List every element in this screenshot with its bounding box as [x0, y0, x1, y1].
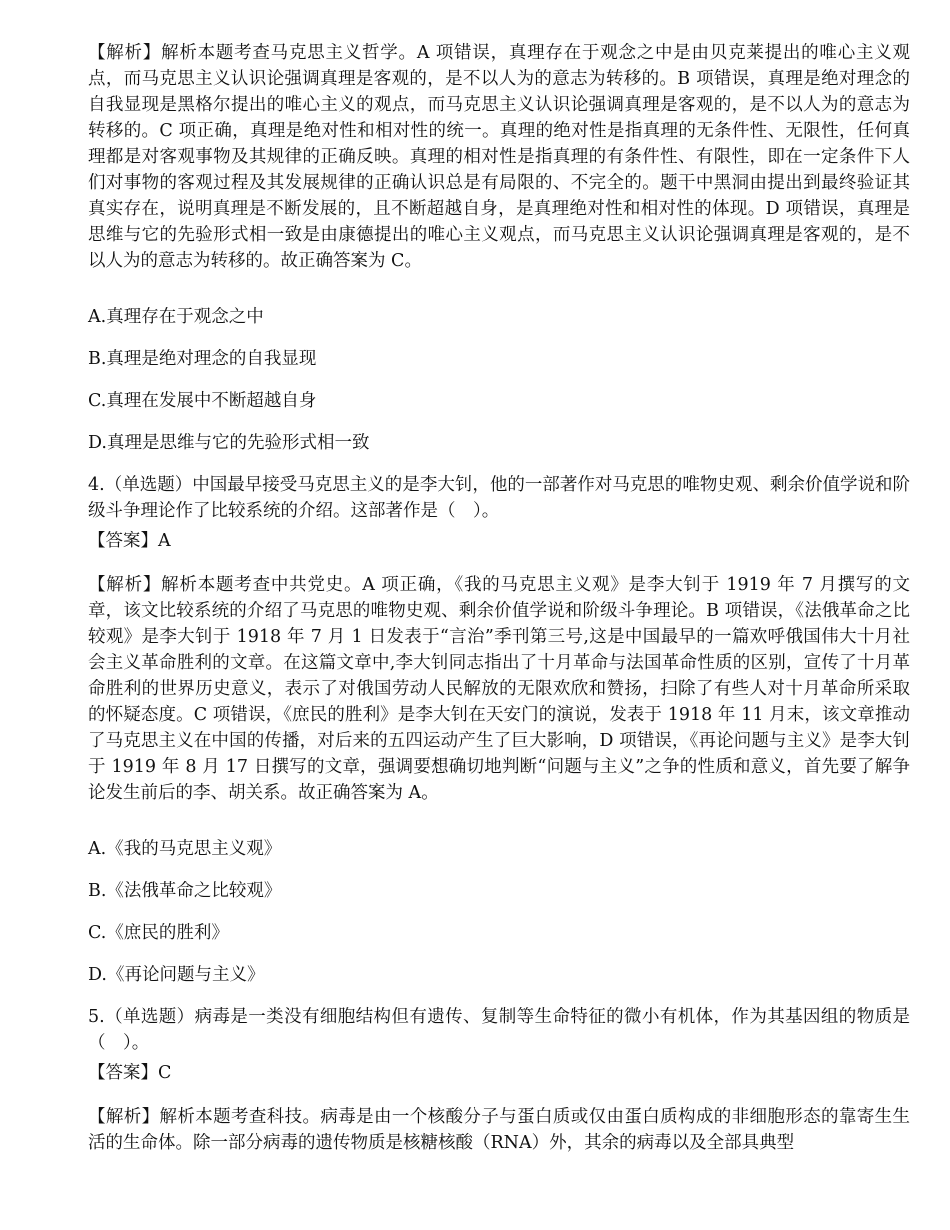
question-4: 4.（单选题）中国最早接受马克思主义的是李大钊，他的一部著作对马克思的唯物史观、剩余价值学说和阶级斗争理论作了比较系统的介绍。这部著作是（ ）。: [88, 475, 910, 521]
option-4d: D.《再论问题与主义》: [88, 965, 265, 985]
analysis-5: 【解析】解析本题考查科技。病毒是由一个核酸分子与蛋白质或仅由蛋白质构成的非细胞形态的靠寄生生活的生命体。除一部分病毒的遗传物质是核糖核酸（RNA）外，其余的病毒以及全部具典型: [88, 1107, 910, 1153]
document-page: [88, 40, 910, 1156]
option-4c: C.《庶民的胜利》: [88, 923, 229, 943]
answer-5: 【答案】C: [88, 1063, 172, 1083]
analysis-paragraph: 【解析】解析本题考查马克思主义哲学。A 项错误，真理存在于观念之中是由贝克莱提出的唯心主义观点，而马克思主义认识论强调真理是客观的，是不以人为的意志为转移的。B 项错误，真理是绝对理念的自我显现是黑格尔提出的唯心主义的观点，而马克思主义认识论强调真理是客观的，是不以人为的意志为转移的。C 项正确，真理是绝对性和相对性的统一。真理的绝对性是指真理的无条件性、无限性，任何真理都是对客观事物及其规律的正确反映。真理的相对性是指真理的有条件性、有限性，即在一定条件下人们对事物的客观过程及其发展规律的正确认识总是有局限的、不完全的。题干中黑洞由提出到最终验证其真实存在，说明真理是不断发展的，且不断超越自身，是真理绝对性和相对性的体现。D 项错误，真理是思维与它的先验形式相一致是由康德提出的唯心主义观点，而马克思主义认识论强调真理是客观的，是不以人为的意志为转移的。故正确答案为 C。: [88, 43, 910, 271]
option-4a: A.《我的马克思主义观》: [88, 839, 282, 859]
option-d: D.真理是思维与它的先验形式相一致: [88, 433, 370, 453]
question-5: 5.（单选题）病毒是一类没有细胞结构但有遗传、复制等生命特征的微小有机体，作为其基因组的物质是（ ）。: [88, 1007, 910, 1053]
analysis-4: 【解析】解析本题考查中共党史。A 项正确，《我的马克思主义观》是李大钊于 1919 年 7 月撰写的文章，该文比较系统的介绍了马克思的唯物史观、剩余价值学说和阶级斗争理论。B 项错误，《法俄革命之比较观》是李大钊于 1918 年 7 月 1 日发表于“言治”季刊第三号,这是中国最早的一篇欢呼俄国伟大十月社会主义革命胜利的文章。在这篇文章中,李大钊同志指出了十月革命与法国革命性质的区别，宣传了十月革命胜利的世界历史意义，表示了对俄国劳动人民解放的无限欢欣和赞扬，扫除了有些人对十月革命所采取的怀疑态度。C 项错误，《庶民的胜利》是李大钊在天安门的演说，发表于 1918 年 11 月末，该文章推动了马克思主义在中国的传播，对后来的五四运动产生了巨大影响，D 项错误，《再论问题与主义》是李大钊于 1919 年 8 月 17 日撰写的文章，强调要想确切地判断“问题与主义”之争的性质和意义，首先要了解争论发生前后的李、胡关系。故正确答案为 A。: [88, 575, 910, 803]
option-4b: B.《法俄革命之比较观》: [88, 881, 282, 901]
option-b: B.真理是绝对理念的自我显现: [88, 349, 317, 369]
option-c: C.真理在发展中不断超越自身: [88, 391, 317, 411]
answer-4: 【答案】A: [88, 531, 171, 551]
option-a: A.真理存在于观念之中: [88, 307, 264, 327]
